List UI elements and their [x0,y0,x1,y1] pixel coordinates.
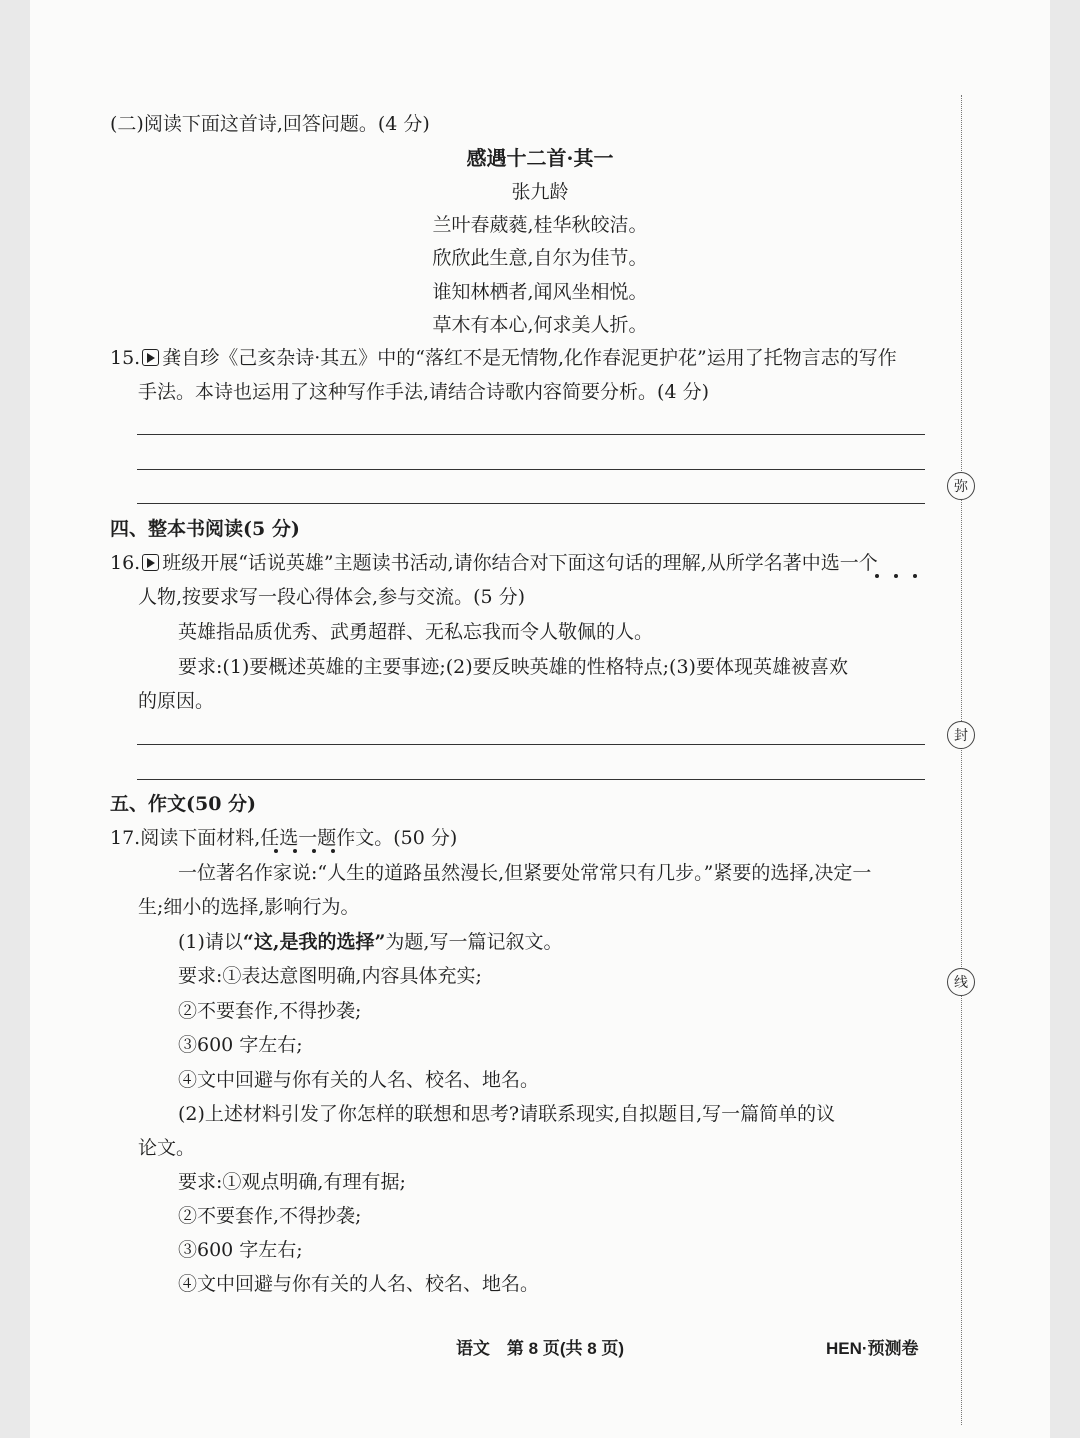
poem-author: 张九龄 [511,181,569,203]
answer-line[interactable] [137,779,925,780]
q16-line-2: 人物,按要求写一段心得体会,参与交流。(5 分) [138,586,526,608]
q17-material-1: 一位著名作家说:“人生的道路虽然漫长,但紧要处常常只有几步。”紧要的选择,决定一 [178,862,872,884]
q17-topic-2-req-4: ④文中回避与你有关的人名、校名、地名。 [178,1273,540,1295]
emphasis-dot [894,574,898,578]
emphasis-dot [312,849,316,853]
binding-line [961,95,962,1425]
section5-heading: 五、作文(50 分) [110,793,257,815]
q17-topic-1 [178,930,562,954]
seal-mark: 弥 [947,472,975,500]
poem-title: 感遇十二首·其一 [466,146,614,170]
q17-topic-2-line-2: 论文。 [138,1137,196,1159]
play-icon[interactable] [142,349,159,366]
q17-topic-2-req-2: ②不要套作,不得抄袭; [178,1205,362,1227]
q17-topic-1-req-2: ②不要套作,不得抄袭; [178,1000,362,1022]
q16-req-2: 的原因。 [138,690,215,712]
q17-intro: 阅读下面材料,任选一题作文。(50 分) [140,827,458,849]
q17-topic-2-req-1: 要求:①观点明确,有理有据; [178,1171,406,1193]
q15-line-1 [110,346,897,370]
emphasis-dot [331,849,335,853]
q16-number: 16. [110,552,141,574]
seal-mark: 封 [947,721,975,749]
q15-text-1: 龚自珍《己亥杂诗·其五》中的“落红不是无情物,化作春泥更护花”运用了托物言志的写作 [162,347,897,369]
emphasis-dot [875,574,879,578]
play-icon[interactable] [142,554,159,571]
q16-line-1 [110,551,878,575]
q17-topic-1-req-3: ③600 字左右; [178,1034,303,1056]
answer-line[interactable] [137,434,925,435]
q17-material-2: 生;细小的选择,影响行为。 [138,896,360,918]
q17-topic-1-req-4: ④文中回避与你有关的人名、校名、地名。 [178,1069,540,1091]
seal-mark: 线 [947,968,975,996]
answer-line[interactable] [137,503,925,504]
q15-number: 15. [110,347,141,369]
q17-topic-1-title: “这,是我的选择” [242,931,386,953]
q16-text-1: 班级开展“话说英雄”主题读书活动,请你结合对下面这句话的理解,从所学名著中选一个 [162,552,878,574]
section4-heading: 四、整本书阅读(5 分) [110,518,300,540]
q17-topic-1-req-1: 要求:①表达意图明确,内容具体充实; [178,965,482,987]
q17-intro-line [110,826,457,850]
q16-req-1: 要求:(1)要概述英雄的主要事迹;(2)要反映英雄的性格特点;(3)要体现英雄被喜欢 [178,656,848,678]
q17-topic-1-post: 为题,写一篇记叙文。 [385,931,563,953]
poem-line-2: 欣欣此生意,自尔为佳节。 [432,247,648,269]
q17-topic-2-line-1: (2)上述材料引发了你怎样的联想和思考?请联系现实,自拟题目,写一篇简单的议 [178,1103,836,1125]
emphasis-dot [274,849,278,853]
q17-number: 17. [110,827,141,849]
q17-topic-1-pre: (1)请以 [178,931,243,953]
poem-line-4: 草木有本心,何求美人折。 [432,314,648,336]
answer-line[interactable] [137,469,925,470]
emphasis-dot [293,849,297,853]
emphasis-dot [913,574,917,578]
page-number: 语文 第 8 页(共 8 页) [455,1339,625,1358]
brand-label: HEN·预测卷 [826,1339,919,1358]
q17-topic-2-req-3: ③600 字左右; [178,1239,303,1261]
exam-page [30,0,1050,1438]
answer-line[interactable] [137,744,925,745]
q16-quote: 英雄指品质优秀、武勇超群、无私忘我而令人敬佩的人。 [178,621,654,643]
section2-heading: (二)阅读下面这首诗,回答问题。(4 分) [110,113,430,135]
q15-line-2: 手法。本诗也运用了这种写作手法,请结合诗歌内容简要分析。(4 分) [138,381,709,403]
poem-line-3: 谁知林栖者,闻风坐相悦。 [432,281,648,303]
poem-line-1: 兰叶春葳蕤,桂华秋皎洁。 [432,214,648,236]
